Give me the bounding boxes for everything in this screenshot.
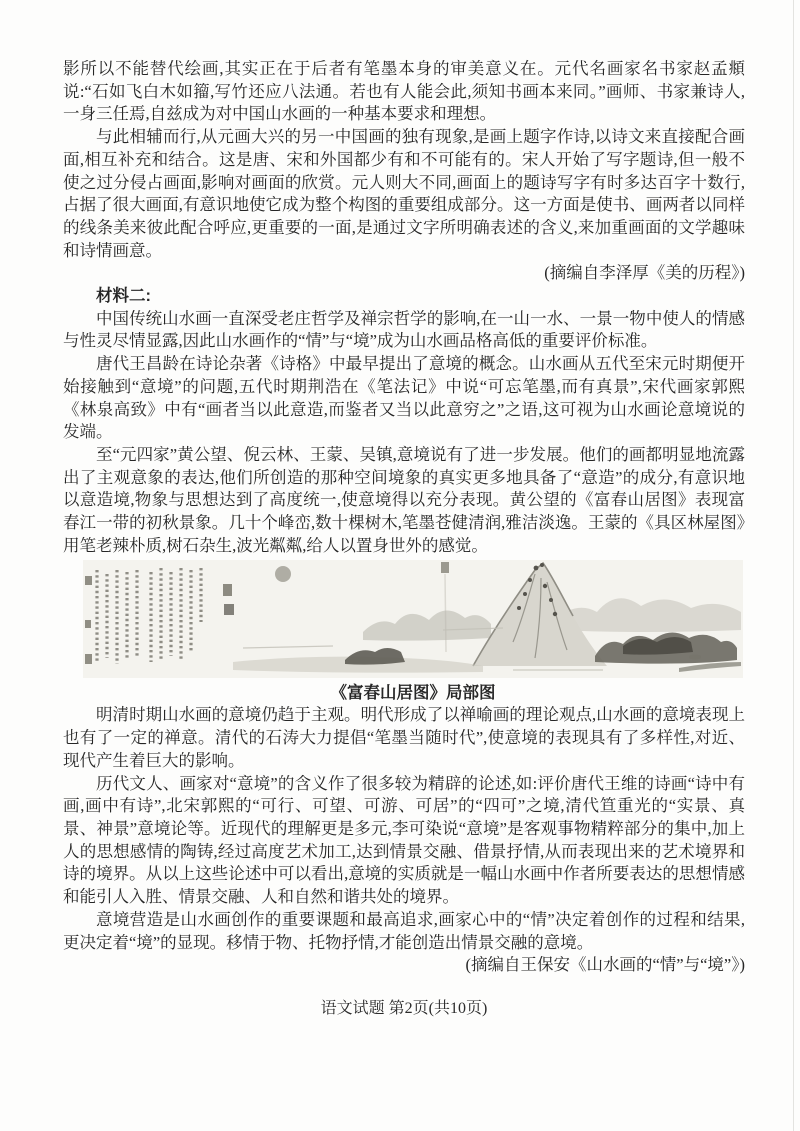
square-seal-stamp [224,604,234,615]
paragraph: 与此相辅而行,从元画大兴的另一中国画的独有现象,是画上题字作诗,以诗文来直接配合画面,相互补充和结合。这是唐、宋和外国都少有和不可能有的。宋人开始了写字题诗,但一般不使之过分侵占画面,影响对画面的欣赏。元人则大不同,画面上的题诗写字有时多达百字十数行,占据了很大画面,有意识地使它成为整个构图的重要组成部分。这一方面是使书、画两者以同样的线条美来彼此配合呼应,更重要的一面,是通过文字所明确表述的含义,来加重画面的文学趣味和诗情画意。 [63,127,745,260]
page-footer: 语文试题 第2页(共10页) [320,999,488,1017]
paragraph: 唐代王昌龄在诗论杂著《诗格》中最早提出了意境的概念。山水画从五代至宋元时期便开始接触到“意境”的问题,五代时期荆浩在《笔法记》中说“可忘笔墨,而有真景”,宋代画家郭熙《林泉高致》中有“画者当以此意造,而鉴者又当以此意穷之”之语,这可视为山水画论意境说的发端。 [63,354,745,442]
source-attribution-material-1: (摘编自李泽厚《美的历程》) [544,263,745,283]
fuchun-scroll-painting-image [83,560,743,678]
paragraph: 历代文人、画家对“意境”的含义作了很多较为精辟的论述,如:评价唐代王维的诗画“诗中有画,画中有诗”,北宋郭熙的“可行、可望、可游、可居”的“四可”之境,清代笪重光的“实景、真景、神景”意境论等。近现代的理解更是多元,李可染说“意境”是客观事物精粹部分的集中,加上人的思想感情的陶铸,经过高度艺术加工,达到情景交融、借景抒情,从而表现出来的艺术境界和诗的境界。从以上这些论述中可以看出,意境的实质就是一幅山水画中作者所要表达的思想情感和能引人入胜、情景交融、人和自然和谐共处的境界。 [63,773,745,907]
square-seal-stamp [223,584,232,596]
paragraph: 明清时期山水画的意境仍趋于主观。明代形成了以禅喻画的理论观点,山水画的意境表现上也有了一定的禅意。清代的石涛大力提倡“笔墨当随时代”,使意境的表现具有了多样性,对近、现代产生着巨大的影响。 [63,705,745,770]
round-seal-stamp [275,566,291,582]
square-seal-stamp [441,562,449,573]
paragraph: 中国传统山水画一直深受老庄哲学及禅宗哲学的影响,在一山一水、一景一物中使人的情感与性灵尽情显露,因此山水画作的“情”与“境”成为山水画品格高低的重要评价标准。 [63,308,745,351]
scan-edge-artifact [793,0,794,1131]
painting-figure [83,560,743,704]
figure-caption: 《富春山居图》局部图 [330,684,496,703]
material-2-heading: 材料二: [96,287,151,306]
small-rock [689,655,701,660]
source-attribution-material-2: (摘编自王保安《山水画的“情”与“境”》) [465,955,745,975]
paragraph: 至“元四家”黄公望、倪云林、王蒙、吴镇,意境说有了进一步发展。他们的画都明显地流露出了主观意象的表达,他们所创造的那种空间境象的真实更多地具备了“意造”的成分,有意识地以意造境,物象与思想达到了高度统一,使意境得以充分表现。黄公望的《富春山居图》表现富春江一带的初秋景象。几十个峰峦,数十棵树木,笔墨苍健清润,雅洁淡逸。王蒙的《具区林屋图》用笔老辣朴质,树石杂生,波光粼粼,给人以置身世外的感觉。 [63,444,745,555]
paragraph-continuation: 影所以不能替代绘画,其实正在于后者有笔墨本身的审美意义在。元代名画家名书家赵孟頫说:“石如飞白木如籀,写竹还应八法通。若也有人能会此,须知书画本来同。”画师、书家兼诗人,一身三任焉,自兹成为对中国山水画的一种基本要求和理想。 [63,59,745,124]
paragraph: 意境营造是山水画创作的重要课题和最高追求,画家心中的“情”决定着创作的过程和结果,更决定着“境”的显现。移情于物、托物抒情,才能创造出情景交融的意境。 [63,909,745,952]
